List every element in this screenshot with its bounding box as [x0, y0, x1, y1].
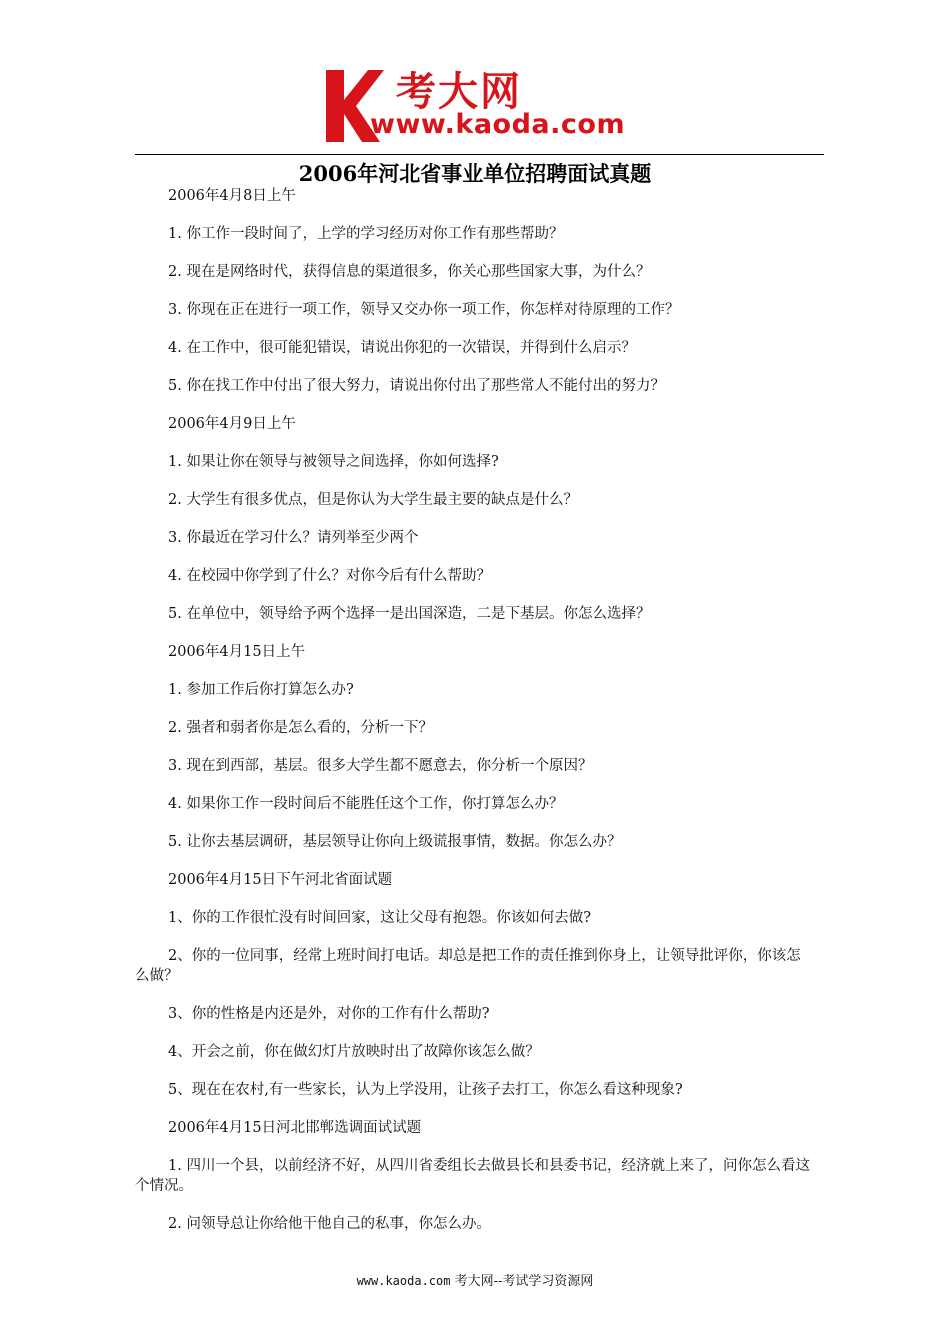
question-item: 2. 强者和弱者你是怎么看的，分析一下？	[168, 720, 433, 736]
question-item: 2、你的一位同事，经常上班时间打电话。却总是把工作的责任推到你身上，让领导批评你，你该怎么做？	[135, 948, 801, 984]
kaoda-logo	[322, 62, 652, 150]
question-item: 1、你的工作很忙没有时间回家，这让父母有抱怨。你该如何去做?	[168, 910, 591, 926]
question-item: 4. 如果你工作一段时间后不能胜任这个工作，你打算怎么办？	[168, 796, 564, 812]
question-item: 1. 你工作一段时间了，上学的学习经历对你工作有那些帮助？	[168, 226, 564, 242]
question-item: 5. 让你去基层调研，基层领导让你向上级谎报事情，数据。你怎么办？	[168, 834, 622, 850]
question-item: 2. 大学生有很多优点，但是你认为大学生最主要的缺点是什么？	[168, 492, 578, 508]
question-item: 4、开会之前，你在做幻灯片放映时出了故障你该怎么做？	[168, 1044, 540, 1060]
question-item: 4. 在校园中你学到了什么？对你今后有什么帮助？	[168, 568, 491, 584]
question-item: 1. 如果让你在领导与被领导之间选择，你如何选择?	[168, 454, 499, 470]
page-title: 2006年河北省事业单位招聘面试真题	[298, 161, 652, 186]
question-item: 3、你的性格是内还是外，对你的工作有什么帮助?	[168, 1006, 490, 1022]
question-item: 2. 问领导总让你给他干他自己的私事，你怎么办。	[168, 1216, 491, 1232]
question-item: 5、现在在农村,有一些家长，认为上学没用，让孩子去打工，你怎么看这种现象?	[168, 1082, 683, 1098]
section-heading: 2006年4月9日上午	[168, 416, 296, 432]
question-item: 1. 四川一个县，以前经济不好，从四川省委组长去做县长和县委书记，经济就上来了，问你怎么看这个情况。	[135, 1158, 810, 1194]
header-divider	[135, 154, 824, 155]
section-heading: 2006年4月15日河北邯郸选调面试试题	[168, 1120, 422, 1136]
question-item: 1. 参加工作后你打算怎么办?	[168, 682, 354, 698]
section-heading: 2006年4月15日下午河北省面试题	[168, 872, 393, 888]
logo-name: 考大网	[396, 69, 522, 115]
section-heading: 2006年4月15日上午	[168, 644, 306, 660]
question-item: 4. 在工作中，很可能犯错误，请说出你犯的一次错误，并得到什么启示？	[168, 340, 636, 356]
page-footer	[0, 1270, 950, 1289]
section-heading: 2006年4月8日上午	[168, 188, 296, 204]
question-item: 3. 你最近在学习什么？请列举至少两个	[168, 530, 419, 546]
footer-url[interactable]: www.kaoda.com	[356, 1274, 451, 1288]
document-body	[135, 186, 815, 1234]
question-item: 5. 你在找工作中付出了很大努力，请说出你付出了那些常人不能付出的努力？	[168, 378, 665, 394]
footer-text: 考大网--考试学习资源网	[454, 1274, 594, 1289]
question-item: 3. 你现在正在进行一项工作，领导又交办你一项工作，你怎样对待原理的工作？	[168, 302, 680, 318]
logo-url: www.kaoda.com	[370, 109, 626, 140]
question-item: 5. 在单位中，领导给予两个选择一是出国深造，二是下基层。你怎么选择？	[168, 606, 651, 622]
question-item: 2. 现在是网络时代，获得信息的渠道很多，你关心那些国家大事，为什么？	[168, 264, 651, 280]
question-item: 3. 现在到西部，基层。很多大学生都不愿意去，你分析一个原因？	[168, 758, 593, 774]
